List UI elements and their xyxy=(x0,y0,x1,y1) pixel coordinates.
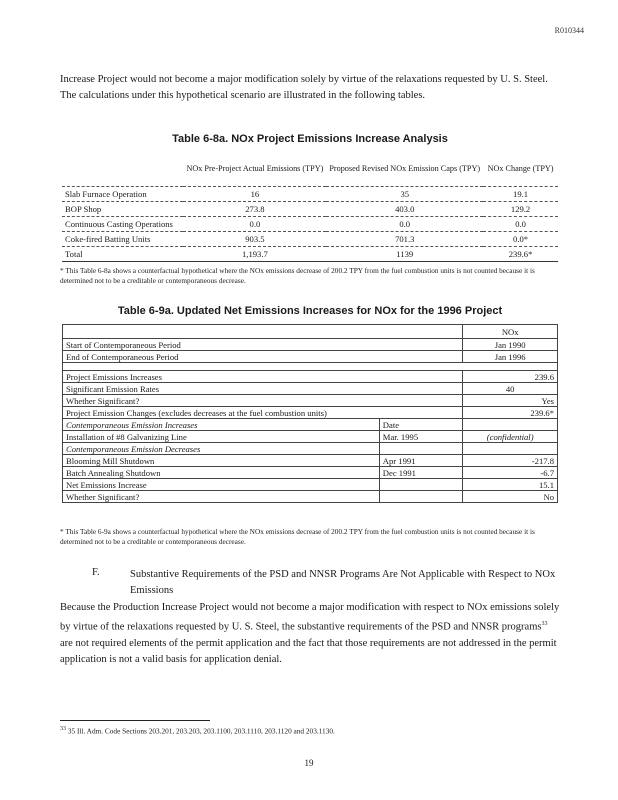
table-row: Start of Contemporaneous Period Jan 1990 xyxy=(63,339,558,351)
table1-footnote: * This Table 6-8a shows a counterfactual hypothetical where the NOx emissions decrease of 200.2 TPY from the fuel combustion units is not counted because it is determined not to be a creditable or contemporaneous decrease. xyxy=(60,266,535,285)
table1-header-pre: NOx Pre-Project Actual Emissions (TPY) xyxy=(183,152,326,186)
footnote: $^{33}$ 35 Ill. Adm. Code Sections 203.201, 203.203, 203.1100, 203.1110, 203.1120 and 203.1130. xyxy=(60,726,335,736)
table2-header-row xyxy=(63,325,558,339)
table1-header-change: NOx Change (TPY) xyxy=(483,152,558,186)
table-row: Coke-fired Batting Units 903.5 701.3 0.0* xyxy=(62,231,558,246)
table1 xyxy=(62,152,558,262)
page-number: 19 xyxy=(304,758,314,768)
table-row: Batch Annealing Shutdown Dec 1991 -6.7 xyxy=(63,467,558,479)
section-title: Substantive Requirements of the PSD and NNSR Programs Are Not Applicable with Respect to NOx Emissions xyxy=(130,569,556,596)
table-row: Project Emissions Increases 239.6 xyxy=(63,371,558,383)
body-paragraph: Because the Production Increase Project would not become a major modification with respect to NOx emissions solely by virtue of the relaxations requested by U. S. Steel, the substantive requirements of the PSD and NNSR programs$^{33}$ are not required elements of the permit application and the fact that those requirements are not addressed in the permit application is not a valid basis for application denial. xyxy=(60,602,560,665)
footnote-rule xyxy=(60,720,210,721)
table1-header-caps: Proposed Revised NOx Emission Caps (TPY) xyxy=(326,152,483,186)
table-row: End of Contemporaneous Period Jan 1996 xyxy=(63,351,558,363)
table1-total-row: Total 1,193.7 1139 239.6* xyxy=(62,246,558,261)
table2-title: Table 6-9a. Updated Net Emissions Increases for NOx for the 1996 Project xyxy=(117,305,503,317)
table-row: Net Emissions Increase 15.1 xyxy=(63,479,558,491)
table2-increases-header: Contemporaneous Emission Increases Date xyxy=(63,419,558,431)
section-letter: F. xyxy=(92,567,100,578)
table2-footnote: * This Table 6-9a shows a counterfactual hypothetical where the NOx emissions decrease of 200.2 TPY from the fuel combustion units is not counted because it is determined not to be a creditable or contemporaneous decrease. xyxy=(60,527,535,546)
table2-decreases-header: Contemporaneous Emission Decreases xyxy=(63,443,558,455)
table1-header-row xyxy=(62,152,558,186)
footnote-ref[interactable]: 33 xyxy=(541,621,548,627)
table-row: Whether Significant? No xyxy=(63,491,558,503)
table2-col-header: NOx xyxy=(463,325,558,339)
intro-paragraph: Increase Project would not become a major modification solely by virtue of the relaxations requested by U. S. Steel. The calculations under this hypothetical scenario are illustrated in the following tables. xyxy=(60,74,548,101)
table-row: Significant Emission Rates 40 xyxy=(63,383,558,395)
table-row: Slab Furnace Operation 16 35 19.1 xyxy=(62,186,558,201)
table-row: Continuous Casting Operations 0.0 0.0 0.0 xyxy=(62,216,558,231)
table2 xyxy=(62,324,558,503)
table-row: BOP Shop 273.8 403.0 129.2 xyxy=(62,201,558,216)
table-row: Project Emission Changes (excludes decreases at the fuel combustion units) 239.6* xyxy=(63,407,558,419)
document-id: R010344 xyxy=(554,26,584,35)
table1-title: Table 6-8a. NOx Project Emissions Increase Analysis xyxy=(172,133,448,145)
table-row: Installation of #8 Galvanizing Line Mar. 1995 (confidential) xyxy=(63,431,558,443)
table-row: Blooming Mill Shutdown Apr 1991 -217.8 xyxy=(63,455,558,467)
table-row: Whether Significant? Yes xyxy=(63,395,558,407)
